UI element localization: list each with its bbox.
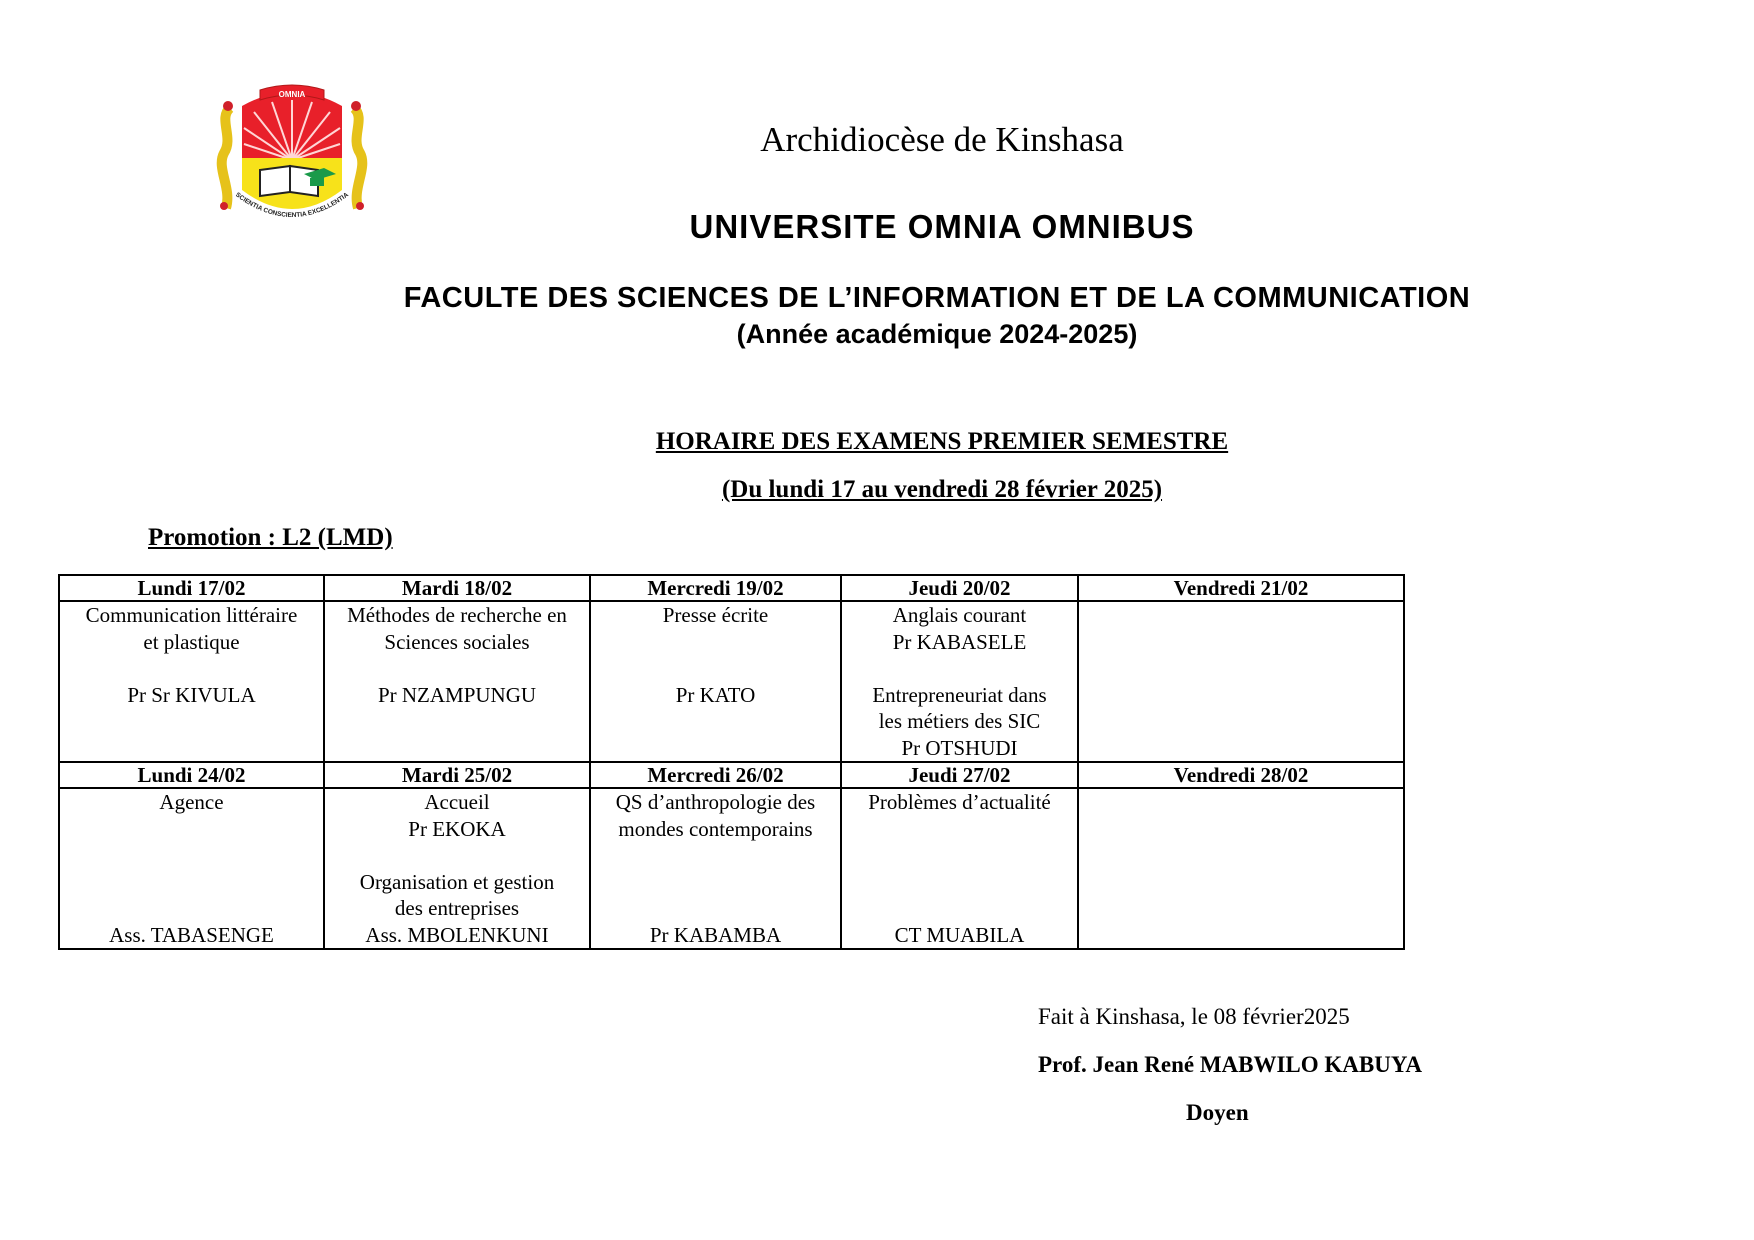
- day-header-cell: Mercredi 26/02: [590, 762, 841, 788]
- day-header-cell: Jeudi 20/02: [841, 575, 1078, 601]
- course-name: mondes contemporains: [618, 816, 813, 841]
- blank-line: [64, 816, 319, 843]
- blank-line: [64, 869, 319, 896]
- examiner-name: Pr Sr KIVULA: [127, 682, 256, 707]
- blank-line: [329, 655, 585, 682]
- blank-line: [846, 895, 1073, 922]
- schedule-period: (Du lundi 17 au vendredi 28 février 2025): [721, 476, 1163, 503]
- signatory-role: Doyen: [1186, 1100, 1249, 1125]
- examiner-name: Pr KABASELE: [892, 629, 1027, 654]
- blank-line: [64, 655, 319, 682]
- exam-schedule-body: [59, 575, 1404, 949]
- exam-cell: [1078, 601, 1404, 762]
- svg-text:SCIENTIA CONSCIENTIA EXCELLENT: SCIENTIA CONSCIENTIA EXCELLENTIA: [234, 191, 350, 220]
- academic-year: (Année académique 2024-2025): [736, 319, 1138, 349]
- course-name: Problèmes d’actualité: [868, 790, 1051, 814]
- examiner-name: Pr OTSHUDI: [901, 735, 1018, 760]
- examiner-name: Pr KABAMBA: [649, 922, 782, 947]
- exam-content-row: [59, 788, 1404, 949]
- day-header-row: [59, 762, 1404, 788]
- day-header-cell: Jeudi 27/02: [841, 762, 1078, 788]
- course-name: Méthodes de recherche en: [347, 603, 567, 627]
- course-name: Entrepreneuriat dans: [872, 682, 1047, 707]
- exam-schedule-table: [58, 574, 1405, 950]
- exam-cell: [590, 601, 841, 762]
- course-name: Agence: [159, 790, 224, 814]
- course-name: QS d’anthropologie des: [615, 790, 816, 814]
- course-name: Ass. TABASENGE: [109, 922, 274, 947]
- course-name: des entreprises: [394, 896, 520, 920]
- exam-content-row: [59, 601, 1404, 762]
- promotion-label: Promotion : L2 (LMD): [148, 524, 393, 551]
- exam-cell: [1078, 788, 1404, 949]
- blank-line: [846, 869, 1073, 896]
- blank-line: [595, 869, 836, 896]
- day-header-cell: Lundi 17/02: [59, 575, 324, 601]
- svg-text:OMNIA: OMNIA: [278, 90, 306, 99]
- day-header-row: [59, 575, 1404, 601]
- blank-line: [64, 842, 319, 869]
- exam-cell: [324, 788, 590, 949]
- blank-line: [846, 816, 1073, 843]
- schedule-title: HORAIRE DES EXAMENS PREMIER SEMESTRE: [655, 428, 1229, 455]
- day-header-cell: Lundi 24/02: [59, 762, 324, 788]
- course-name: Presse écrite: [662, 603, 769, 627]
- blank-line: [64, 895, 319, 922]
- exam-cell: [59, 788, 324, 949]
- blank-line: [595, 629, 836, 656]
- blank-line: [846, 842, 1073, 869]
- day-header-cell: Vendredi 28/02: [1078, 762, 1404, 788]
- examiner-name: Pr NZAMPUNGU: [377, 682, 537, 707]
- exam-cell: [590, 788, 841, 949]
- course-name: Sciences sociales: [384, 629, 530, 654]
- blank-line: [595, 895, 836, 922]
- examiner-name: Pr KATO: [675, 682, 756, 707]
- day-header-cell: Mardi 18/02: [324, 575, 590, 601]
- day-header-cell: Mardi 25/02: [324, 762, 590, 788]
- exam-cell: [324, 601, 590, 762]
- course-name: Ass. MBOLENKUNI: [365, 922, 549, 947]
- blank-line: [329, 842, 585, 869]
- signature-place-date: Fait à Kinshasa, le 08 février2025: [1038, 1004, 1350, 1029]
- exam-cell: [59, 601, 324, 762]
- exam-cell: [841, 601, 1078, 762]
- archdiocese-name: Archidiocèse de Kinshasa: [760, 120, 1124, 159]
- examiner-name: CT MUABILA: [894, 922, 1025, 947]
- course-name: Organisation et gestion: [359, 869, 555, 894]
- course-name: Communication littéraire: [85, 603, 298, 627]
- blank-line: [595, 655, 836, 682]
- day-header-cell: Mercredi 19/02: [590, 575, 841, 601]
- day-header-cell: Vendredi 21/02: [1078, 575, 1404, 601]
- faculty-name: FACULTE DES SCIENCES DE L’INFORMATION ET DE LA COMMUNICATION: [403, 282, 1471, 314]
- exam-cell: [841, 788, 1078, 949]
- course-name: et plastique: [143, 629, 240, 654]
- course-name: les métiers des SIC: [878, 709, 1041, 733]
- university-name: UNIVERSITE OMNIA OMNIBUS: [689, 208, 1195, 245]
- examiner-name: Pr EKOKA: [408, 816, 506, 841]
- signatory-name: Prof. Jean René MABWILO KABUYA: [1038, 1052, 1422, 1077]
- course-name: Accueil: [424, 790, 490, 814]
- blank-line: [595, 842, 836, 869]
- course-name: Anglais courant: [892, 603, 1027, 627]
- blank-line: [846, 655, 1073, 682]
